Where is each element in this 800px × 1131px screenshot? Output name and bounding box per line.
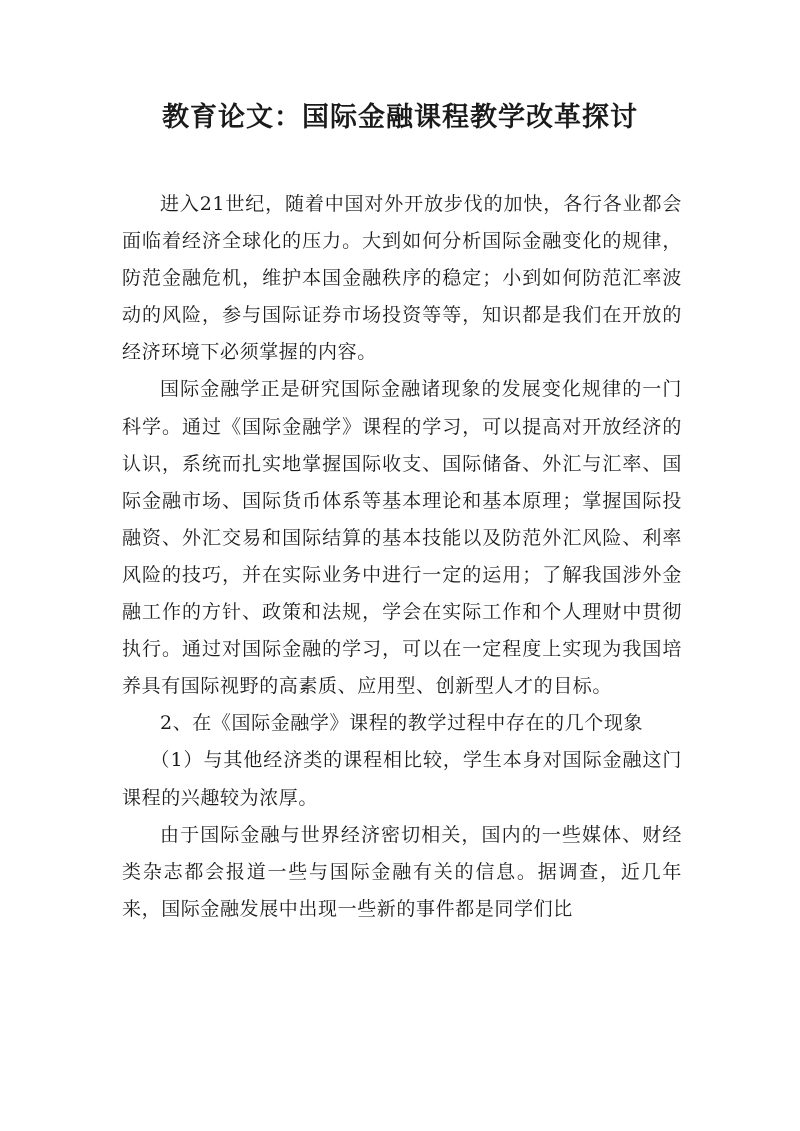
document-body: [122, 186, 682, 928]
paragraph-discipline: 国际金融学正是研究国际金融诸现象的发展变化规律的一门科学。通过《国际金融学》课程的学习，可以提高对开放经济的认识，系统而扎实地掌握国际收支、国际储备、外汇与汇率、国际金融市场、国际货币体系等基本理论和基本原理；掌握国际投融资、外汇交易和国际结算的基本技能以及防范外汇风险、利率风险的技巧，并在实际业务中进行一定的运用；了解我国涉外金融工作的方针、政策和法规，学会在实际工作和个人理财中贯彻执行。通过对国际金融的学习，可以在一定程度上实现为我国培养具有国际视野的高素质、应用型、创新型人才的目标。: [122, 378, 682, 698]
section-heading-2: 2、在《国际金融学》课程的教学过程中存在的几个现象: [160, 712, 644, 735]
document-title: 教育论文：国际金融课程教学改革探讨: [162, 102, 638, 133]
paragraph-media: 由于国际金融与世界经济密切相关，国内的一些媒体、财经类杂志都会报道一些与国际金融有关的信息。据调查，近几年来，国际金融发展中出现一些新的事件都是同学们比: [122, 823, 682, 920]
subsection-heading-1: （1）与其他经济类的课程相比较，学生本身对国际金融这门课程的兴趣较为浓厚。: [122, 749, 682, 809]
paragraph-intro: 进入21世纪，随着中国对外开放步伐的加快，各行各业都会面临着经济全球化的压力。大到如何分析国际金融变化的规律，防范金融危机，维护本国金融秩序的稳定；小到如何防范汇率波动的风险，参与国际证券市场投资等等，知识都是我们在开放的经济环境下必须掌握的内容。: [122, 193, 682, 364]
